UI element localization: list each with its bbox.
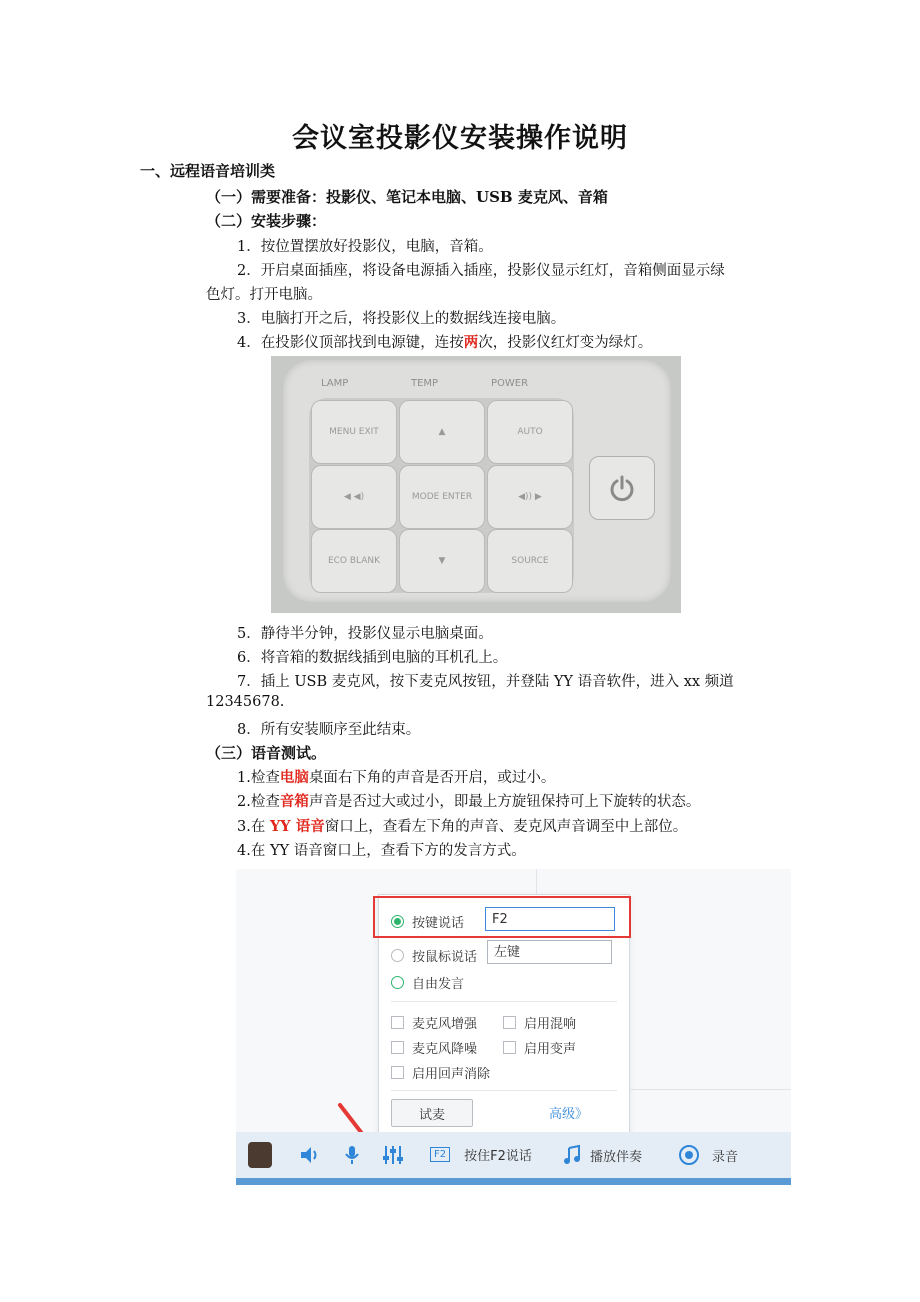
divider: [391, 1001, 617, 1002]
test-1-pre: 1.检查: [237, 770, 280, 786]
cb-reverb[interactable]: [503, 1013, 576, 1032]
f2-key-icon: F2: [430, 1147, 450, 1162]
test-heading: （三）语音测试。: [206, 744, 327, 762]
record-label: 录音: [712, 1149, 739, 1165]
cb-reverb-label: 启用混响: [524, 1017, 577, 1032]
checkbox-icon[interactable]: [391, 1066, 404, 1079]
speaker-icon: [298, 1144, 320, 1166]
mode-enter-key: MODE ENTER: [399, 465, 485, 529]
test-2-emph: 音箱: [279, 793, 309, 810]
push-to-talk-label: 按住F2说话: [464, 1149, 532, 1164]
step-4: [237, 331, 652, 352]
prep-heading: （一）需要准备：投影仪、笔记本电脑、USB 麦克风、音箱: [206, 188, 608, 206]
vol-down-key: ◀ ◀): [311, 465, 397, 529]
test-4: 4.在 YY 语音窗口上，查看下方的发言方式。: [237, 843, 526, 859]
step-3: 3．电脑打开之后，将投影仪上的数据线连接电脑。: [237, 311, 566, 327]
projector-keypad-photo: [271, 356, 681, 613]
test-3-pre: 3.在: [237, 819, 270, 835]
speaker-button[interactable]: [298, 1144, 320, 1166]
microphone-icon: [342, 1144, 362, 1166]
avatar[interactable]: [248, 1142, 272, 1168]
mouse-button-input[interactable]: 左键: [487, 940, 612, 964]
test-2: [237, 790, 700, 811]
step-4-emph: 两: [463, 334, 479, 351]
cb-noise-reduce-label: 麦克风降噪: [412, 1042, 478, 1057]
test-3: [237, 815, 687, 836]
opt-mouse-speak[interactable]: [391, 946, 477, 965]
test-3-emph: YY 语音: [269, 818, 325, 835]
opt-key-speak-label: 按键说话: [412, 916, 465, 931]
step-7-line1: 7．插上 USB 麦克风，按下麦克风按钮，并登陆 YY 语音软件，进入 xx 频道: [237, 674, 734, 690]
opt-mouse-speak-label: 按鼠标说话: [412, 950, 478, 965]
advanced-link[interactable]: 高级》: [549, 1107, 589, 1122]
test-1: [237, 766, 555, 787]
step-8: 8．所有安装顺序至此结束。: [237, 722, 421, 738]
music-note-icon: [562, 1144, 582, 1166]
bottom-toolbar: [236, 1132, 791, 1178]
power-label: POWER: [491, 378, 529, 389]
cb-voice-change-label: 启用变声: [524, 1042, 577, 1057]
mixer-icon: [382, 1144, 404, 1166]
test-mic-button[interactable]: 试麦: [391, 1099, 473, 1127]
checkbox-icon[interactable]: [503, 1041, 516, 1054]
power-key: [589, 456, 655, 520]
test-2-pre: 2.检查: [237, 794, 280, 810]
section-heading: 一、远程语音培训类: [140, 162, 276, 180]
step-6: 6．将音箱的数据线插到电脑的耳机孔上。: [237, 650, 508, 666]
vol-up-key: ◀)) ▶: [487, 465, 573, 529]
source-key: SOURCE: [487, 529, 573, 593]
auto-key: AUTO: [487, 400, 573, 464]
cb-echo-cancel-label: 启用回声消除: [412, 1067, 491, 1082]
accompaniment-label: 播放伴奏: [590, 1149, 643, 1165]
lamp-label: LAMP: [321, 378, 349, 389]
temp-label: TEMP: [411, 378, 439, 389]
opt-free-speak[interactable]: [391, 973, 464, 992]
step-5: 5．静待半分钟，投影仪显示电脑桌面。: [237, 626, 493, 642]
test-2-post: 声音是否过大或过小，即最上方旋钮保持可上下旋转的状态。: [308, 794, 701, 810]
down-key: ▼: [399, 529, 485, 593]
step-7-line2: 12345678.: [206, 694, 285, 710]
highlight-box: [373, 896, 631, 938]
record-button[interactable]: [678, 1144, 738, 1166]
opt-free-speak-label: 自由发言: [412, 977, 465, 992]
checkbox-icon[interactable]: [503, 1016, 516, 1029]
radio-icon[interactable]: [391, 976, 404, 989]
steps-heading: （二）安装步骤：: [206, 212, 327, 230]
power-icon: [607, 473, 637, 503]
cb-mic-boost[interactable]: [391, 1013, 477, 1032]
yy-screenshot: [236, 869, 791, 1185]
test-3-post: 窗口上，查看左下角的声音、麦克风声音调至中上部位。: [324, 819, 688, 835]
checkbox-icon[interactable]: [391, 1041, 404, 1054]
hotkey-input[interactable]: F2: [485, 907, 615, 931]
cb-voice-change[interactable]: [503, 1038, 576, 1057]
checkbox-icon[interactable]: [391, 1016, 404, 1029]
divider: [391, 1090, 617, 1091]
step-2-line1: 2．开启桌面插座，将设备电源插入插座，投影仪显示红灯，音箱侧面显示绿: [237, 263, 725, 279]
cb-mic-boost-label: 麦克风增强: [412, 1017, 478, 1032]
cb-noise-reduce[interactable]: [391, 1038, 477, 1057]
toolbar-bottom-line: [236, 1178, 791, 1185]
test-1-emph: 电脑: [279, 769, 309, 786]
mixer-button[interactable]: [382, 1144, 404, 1166]
menu-exit-key: MENU EXIT: [311, 400, 397, 464]
push-to-talk-button[interactable]: [430, 1145, 532, 1164]
step-2-line2: 色灯。打开电脑。: [206, 287, 322, 303]
test-1-post: 桌面右下角的声音是否开启，或过小。: [308, 770, 556, 786]
keypad-panel: [283, 360, 671, 602]
step-4-pre: 4．在投影仪顶部找到电源键，连按: [237, 335, 464, 351]
keypad-grid: [309, 398, 574, 593]
radio-icon[interactable]: [391, 949, 404, 962]
accompaniment-button[interactable]: [562, 1144, 642, 1166]
cb-echo-cancel[interactable]: [391, 1063, 490, 1082]
page-title: 会议室投影仪安装操作说明: [292, 123, 628, 154]
step-4-post: 次，投影仪红灯变为绿灯。: [478, 335, 653, 351]
up-key: ▲: [399, 400, 485, 464]
eco-blank-key: ECO BLANK: [311, 529, 397, 593]
record-icon: [678, 1144, 700, 1166]
step-1: 1．按位置摆放好投影仪，电脑，音箱。: [237, 239, 493, 255]
bg-divider-h: [631, 1089, 791, 1090]
mic-button[interactable]: [342, 1144, 362, 1166]
